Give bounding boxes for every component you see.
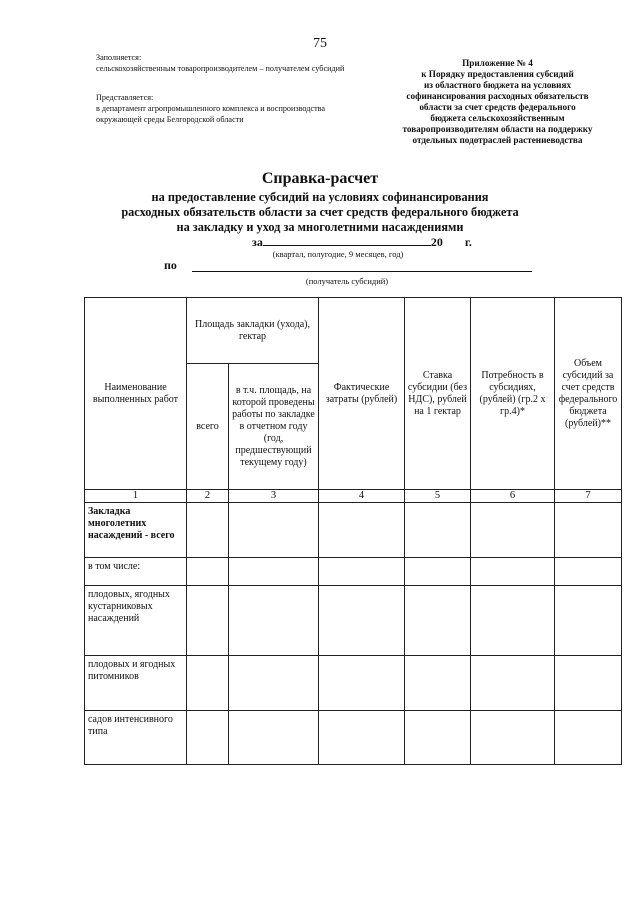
header-area-group: Площадь закладки (ухода), гектар — [187, 298, 319, 364]
table-cell[interactable] — [187, 586, 229, 656]
table-row — [85, 711, 622, 765]
filled-by-text: сельскохозяйственным товаропроизводителем – получателем субсидий — [96, 64, 345, 73]
period-blank[interactable] — [263, 235, 431, 246]
submitted-label: Представляется: — [96, 93, 154, 102]
table-row — [85, 586, 622, 656]
table-row — [85, 558, 622, 586]
table-cell[interactable] — [319, 586, 405, 656]
column-number: 3 — [229, 490, 319, 503]
subtitle-line: на предоставление субсидий на условиях софинансирования — [151, 190, 489, 204]
table-cell[interactable] — [187, 558, 229, 586]
table-cell[interactable] — [229, 711, 319, 765]
header-need: Потребность в субсидиях, (рублей) (гр.2 х гр.4)* — [471, 298, 555, 490]
row-label: плодовых и ягодных питомников — [85, 656, 187, 711]
filled-by-label: Заполняется: — [96, 53, 142, 62]
table-cell[interactable] — [471, 558, 555, 586]
table-cell[interactable] — [405, 586, 471, 656]
header-rate: Ставка субсидии (без НДС), рублей на 1 гектар — [405, 298, 471, 490]
appendix-line: отдельных подотраслей растениеводства — [412, 135, 583, 145]
recipient-prefix: по — [164, 258, 177, 272]
table-cell[interactable] — [405, 656, 471, 711]
appendix-line: софинансирования расходных обязательств — [406, 91, 589, 101]
table-cell[interactable] — [555, 586, 622, 656]
subtitle-line: на закладку и уход за многолетними насаждениями — [176, 220, 464, 234]
table-cell[interactable] — [405, 558, 471, 586]
table-cell[interactable] — [229, 656, 319, 711]
header-actual-costs: Фактические затраты (рублей) — [319, 298, 405, 490]
table-cell[interactable] — [319, 711, 405, 765]
period-prefix: за — [252, 235, 263, 249]
appendix-header — [370, 58, 625, 146]
page-number: 75 — [313, 36, 327, 51]
appendix-line: к Порядку предоставления субсидий — [421, 69, 574, 79]
table-cell[interactable] — [319, 656, 405, 711]
period-field[interactable] — [252, 235, 472, 250]
appendix-line: из областного бюджета на условиях — [423, 80, 572, 90]
header-work-name: Наименование выполненных работ — [85, 298, 187, 490]
period-suffix: г. — [464, 235, 472, 249]
header-federal-volume: Объем субсидий за счет средств федерального бюджета (рублей)** — [555, 298, 622, 490]
appendix-line: бюджета сельскохозяйственным — [430, 113, 565, 123]
table-cell[interactable] — [471, 586, 555, 656]
table-cell[interactable] — [229, 558, 319, 586]
table-cell[interactable] — [405, 503, 471, 558]
table-cell[interactable] — [555, 503, 622, 558]
subtitle-line: расходных обязательств области за счет средств федерального бюджета — [121, 205, 519, 219]
table-row — [85, 656, 622, 711]
submission-note — [96, 52, 366, 125]
table-cell[interactable] — [471, 503, 555, 558]
calculation-table — [84, 297, 622, 765]
row-label: Закладка многолетних насаждений - всего — [85, 503, 187, 558]
column-number: 5 — [405, 490, 471, 503]
table-cell[interactable] — [187, 503, 229, 558]
document-title: Справка-расчет — [261, 170, 379, 187]
table-cell[interactable] — [187, 711, 229, 765]
table-cell[interactable] — [555, 656, 622, 711]
row-label: плодовых, ягодных кустарниковых насаждений — [85, 586, 187, 656]
submitted-text: в департамент агропромышленного комплекса и воспроизводства окружающей среды Белгородской области — [96, 104, 326, 124]
table-cell[interactable] — [187, 656, 229, 711]
table-cell[interactable] — [471, 656, 555, 711]
table-cell[interactable] — [319, 503, 405, 558]
row-label: в том числе: — [85, 558, 187, 586]
period-year: 20 — [430, 235, 443, 249]
column-number: 6 — [471, 490, 555, 503]
column-number: 7 — [555, 490, 622, 503]
header-area-total: всего — [187, 364, 229, 490]
appendix-line: Приложение № 4 — [462, 58, 533, 68]
table-cell[interactable] — [405, 711, 471, 765]
table-cell[interactable] — [229, 586, 319, 656]
appendix-line: товаропроизводителям области на поддержку — [402, 124, 593, 134]
recipient-blank[interactable] — [192, 271, 532, 272]
table-cell[interactable] — [229, 503, 319, 558]
table-cell[interactable] — [555, 558, 622, 586]
period-hint: (квартал, полугодие, 9 месяцев, год) — [272, 249, 404, 259]
table-cell[interactable] — [319, 558, 405, 586]
table-cell[interactable] — [555, 711, 622, 765]
column-number: 1 — [85, 490, 187, 503]
recipient-hint: (получатель субсидий) — [305, 276, 389, 286]
table-row — [85, 503, 622, 558]
column-number: 4 — [319, 490, 405, 503]
table-cell[interactable] — [471, 711, 555, 765]
header-area-reporting: в т.ч. площадь, на которой проведены работы по закладке в отчетном году (год, предшествующий текущему году) — [229, 364, 319, 490]
column-number: 2 — [187, 490, 229, 503]
row-label: садов интенсивного типа — [85, 711, 187, 765]
appendix-line: области за счет средств федерального — [419, 102, 576, 112]
